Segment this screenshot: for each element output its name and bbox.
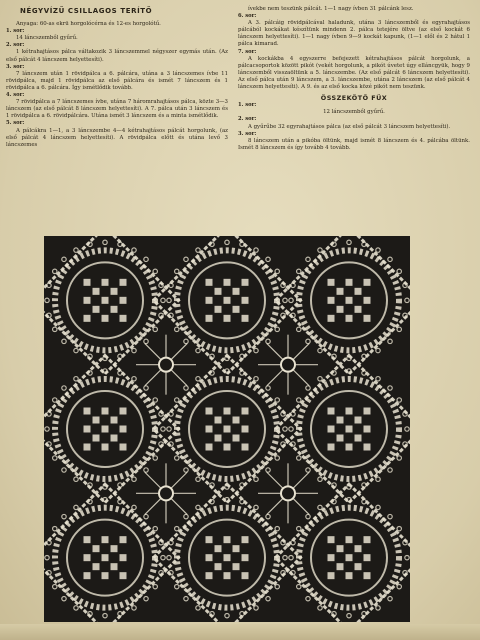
row-label: 7. sor: — [238, 48, 257, 55]
row-label: 6. sor: — [238, 13, 257, 20]
left-column-text — [6, 21, 228, 149]
right-column-text — [238, 6, 470, 152]
star-connector — [136, 335, 196, 395]
instruction-paragraph: A 3. pálcáig rövidpálcával haladunk, utána 3 láncszemből és egyrahajtásos pálcából kockákat készítünk mindenn 2. pálca tetejére öltve (az első kockát 6 láncszem helyettesíti). 1—1 nagy ívben 9—9 kockát kapunk, (1—1 elől és 2 hátul 1 pálca kimarad. — [238, 20, 470, 48]
instruction-paragraph: ívekbe nem teszünk pálcát. 1—1 nagy ívben 31 pálcánk lesz. — [248, 6, 414, 12]
instruction-paragraph: 1 kétrahajtásos pálca váltakozik 3 láncszemmel négyszer egymás után. (Az első pálcát 4 láncszem helyettesíti). — [6, 49, 228, 63]
row-label: 3. sor: — [238, 130, 257, 137]
star-connector — [258, 335, 318, 395]
page-title: NÉGYVÍZŰ CSILLAGOS TERÍTŐ — [20, 7, 153, 15]
row-label: 5. sor: — [6, 120, 25, 127]
page-bottom-edge — [0, 624, 480, 640]
star-connector — [258, 463, 318, 523]
instruction-paragraph: 14 láncszemből gyűrű. — [16, 35, 78, 42]
section-subtitle: ÖSSZEKÖTŐ FÜX — [320, 94, 388, 103]
instruction-paragraph: 7 rövidpálca a 7 láncszemes ívbe, utána 7 háromrahajtásos pálca, közte 3—3 láncszem (az első pálcát 8 láncszem helyettesíti). A 7. pálca után 3 láncszem és 1 rövidpálca a 6. rövidpálcára. Utána ismét 3 láncszem és a minta ismétlődik. — [6, 99, 228, 120]
left-column — [6, 6, 228, 149]
right-column — [238, 6, 470, 152]
row-label: 1. sor: — [238, 102, 257, 109]
row-label: 1. sor: — [6, 28, 25, 35]
star-connector — [136, 463, 196, 523]
square-motif — [153, 355, 300, 502]
row-label: 3. sor: — [6, 63, 25, 70]
square-motif — [44, 236, 179, 374]
lace-pattern-illustration — [44, 236, 410, 622]
row-label: 4. sor: — [6, 92, 25, 99]
instruction-paragraph: A pálcákra 1—1, a 3 láncszembe 4—4 kétrahajtásos pálcát horgolunk, (az első pálcát 4 láncszem helyettesíti). A rövidpálca előtt és utána levő 3 láncszemes — [6, 127, 228, 148]
square-motif — [275, 355, 410, 502]
square-motif — [44, 355, 179, 502]
instruction-paragraph: 12 láncszemből gyűrű. — [323, 109, 385, 116]
row-label: 2. sor: — [6, 42, 25, 49]
row-label: 2. sor: — [238, 116, 257, 123]
instruction-paragraph: A gyűrűbe 32 egyrahajtásos pálca (az első pálcát 3 láncszem helyettesíti). — [248, 123, 451, 130]
instruction-paragraph: Anyaga: 60-as ekrü horgolócérna és 12-es horgolótű. — [16, 21, 161, 28]
instruction-paragraph: 7 láncszem után 1 rövidpálca a 6. pálcára, utána a 3 láncszemes ívbe 11 rövidpálca, majd 1 rövidpálca az első pálcára és ismét 7 láncszem és 1 rövidpálca a 6. pálcára. Így ismétlődik tovább. — [6, 70, 228, 91]
instruction-paragraph: 8 láncszem után a pikóba öltünk, majd ismét 8 láncszem és 4. pálcába öltünk. Ismét 8 láncszem és így tovább 4 tovább. — [238, 137, 470, 151]
instruction-paragraph: A kockákba 4 egyszerre befejezett kétrahajtásos pálcát horgolunk, a pálcacsoportok között pikót (vekét horgolunk, a pikót úvetet úgy elláncgyük, hogy 9 láncszemből visszaöltünk a 5. láncszembe. (Az első pálcát 6 láncszem helyettesíti). Az első pálca után 9 láncszem, a 3. láncszembe, utána 2 láncszem (az első pálcát 4 láncszem helyettesíti). A 9. és az első kocka közé pikót nem teszünk. — [238, 55, 470, 91]
tablecloth-photo — [44, 236, 410, 622]
